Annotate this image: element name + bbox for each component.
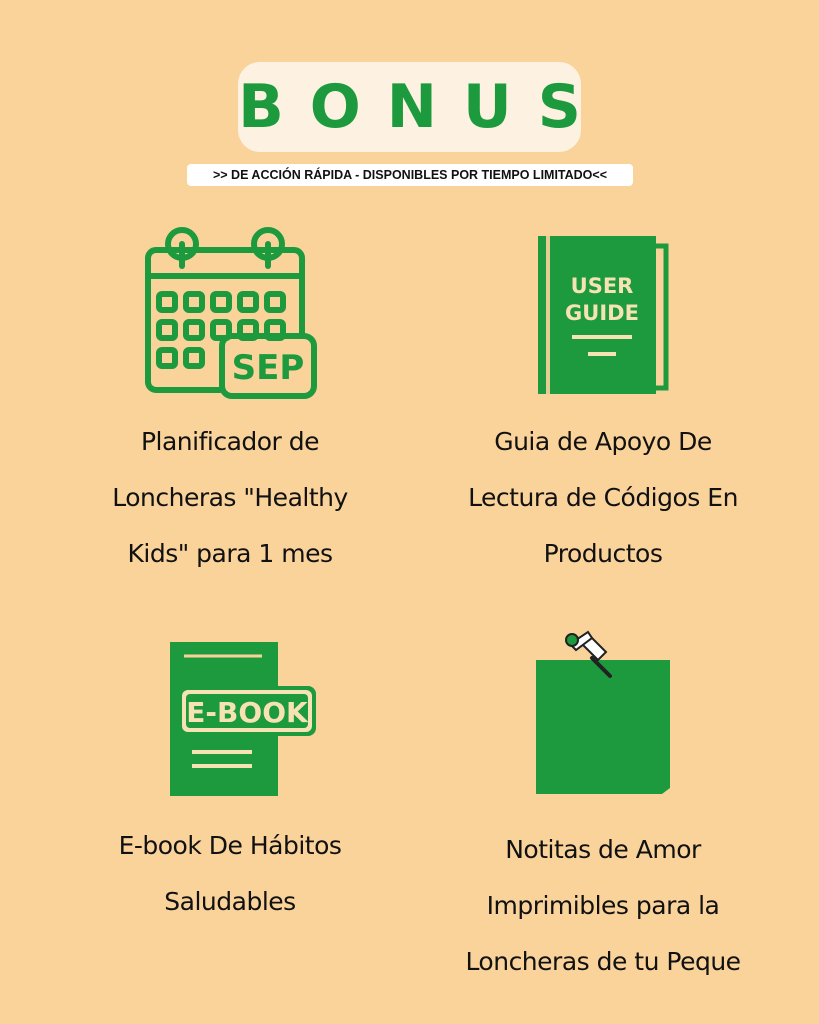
book-text-line-2: GUIDE <box>565 301 639 325</box>
user-guide-book-icon <box>536 236 672 396</box>
bonus-caption-guide: Guia de Apoyo De Lectura de Códigos En Productos <box>468 427 738 568</box>
page-title: BONUS <box>238 72 607 142</box>
subtitle-badge: >> DE ACCIÓN RÁPIDA - DISPONIBLES POR TIEMPO LIMITADO<< <box>187 164 633 186</box>
calendar-icon <box>142 226 318 402</box>
calendar-month-label: SEP <box>231 348 305 388</box>
ebook-icon <box>160 640 320 800</box>
sticky-note-pin-icon <box>532 630 674 800</box>
ebook-label: E-BOOK <box>186 696 308 729</box>
title-pill <box>238 62 607 152</box>
bonus-caption-planner: Planificador de Loncheras "Healthy Kids" para 1 mes <box>112 427 348 568</box>
book-text-line-1: USER <box>570 274 634 298</box>
bonus-caption-ebook: E-book De Hábitos Saludables <box>118 831 342 916</box>
bonus-caption-notes: Notitas de Amor Imprimibles para la Loncheras de tu Peque <box>465 835 741 976</box>
